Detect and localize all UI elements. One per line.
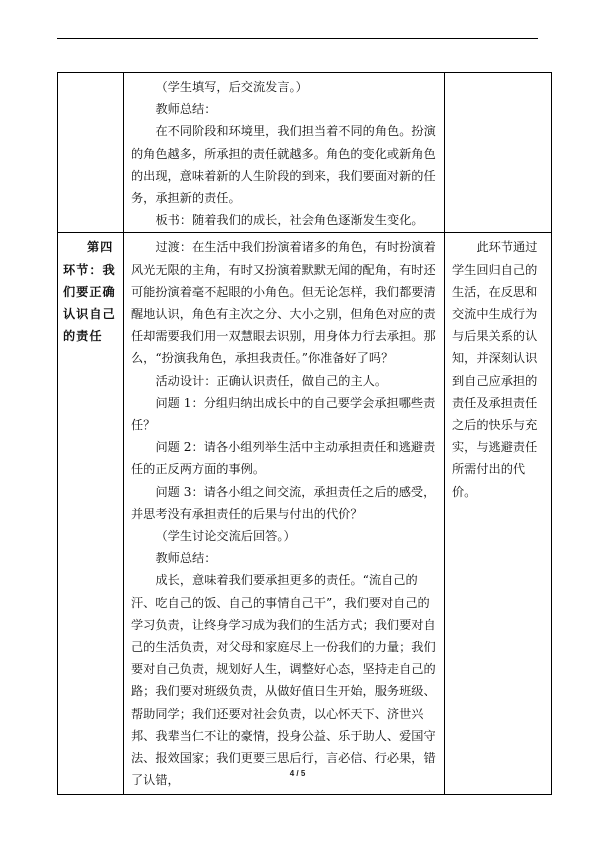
process-cell [124,233,445,794]
design-intent-note: 此环节通过学生回归自己的生活，在反思和交流中生成行为与后果关系的认知，并深刻认识到自己应承担的责任及承担责任之后的快乐与充实，与逃避责任所需付出的代价。 [452,240,538,499]
paragraph: （学生讨论交流后回答。） [155,529,296,544]
paragraph: 问题 2：请各小组列举生活中主动承担责任和逃避责任的正反两方面的事例。 [131,440,436,477]
page-number: 4 / 5 [289,769,306,778]
table-row [58,73,552,233]
lesson-plan-table [57,72,552,795]
paragraph: 成长，意味着我们要承担更多的责任。“流自己的汗、吃自己的饭、自己的事情自己干”，我们要对自己的学习负责，让终身学习成为我们的生活方式；我们要对自己的生活负责，对父母和家庭尽上一份我们的力量；我们要对自己负责，规划好人生，调整好心态，坚持走自己的路；我们要对班级负责，从做好值日生开始，服务班级、帮助同学；我们还要对社会负责，以心怀天下、济世兴邦、我辈当仁不让的豪情，投身公益、乐于助人、爱国守法、报效国家；我们更要三思后行，言必信、行必果，错了认错， [131,573,436,788]
stage-title: 第四环节：我们要正确认识自己的责任 [63,240,116,344]
paragraph: 教师总结： [155,102,217,117]
stage-cell [58,73,124,233]
paragraph: 教师总结： [155,551,217,566]
paragraph: （学生填写，后交流发言。） [155,80,308,94]
table-row [58,233,552,794]
paragraph: 过渡：在生活中我们扮演着诸多的角色，有时扮演着风光无限的主角，有时又扮演着默默无闻的配角，有时还可能扮演着毫不起眼的小角色。但无论怎样，我们都要清醒地认识，角色有主次之分、大小之别，但角色对应的责任却需要我们用一双慧眼去识别，用身体力行去承担。那么，“扮演我角色，承担我责任。”你准备好了吗？ [131,240,436,366]
intent-cell [445,233,552,794]
header-rule [57,38,538,39]
paragraph: 问题 1：分组归纳出成长中的自己要学会承担哪些责任？ [131,395,436,433]
paragraph: 问题 3：请各小组之间交流，承担责任之后的感受，并思考没有承担责任的后果与付出的代价？ [131,484,436,521]
stage-cell [58,233,124,794]
process-cell [124,73,445,233]
intent-cell [445,73,552,233]
paragraph: 板书：随着我们的成长，社会角色逐渐发生变化。 [155,213,424,228]
paragraph: 在不同阶段和环境里，我们担当着不同的角色。扮演的角色越多，所承担的责任就越多。角色的变化或新角色的出现，意味着新的人生阶段的到来，我们要面对新的任务，承担新的责任。 [131,124,436,206]
paragraph: 活动设计：正确认识责任，做自己的主人。 [155,373,388,388]
